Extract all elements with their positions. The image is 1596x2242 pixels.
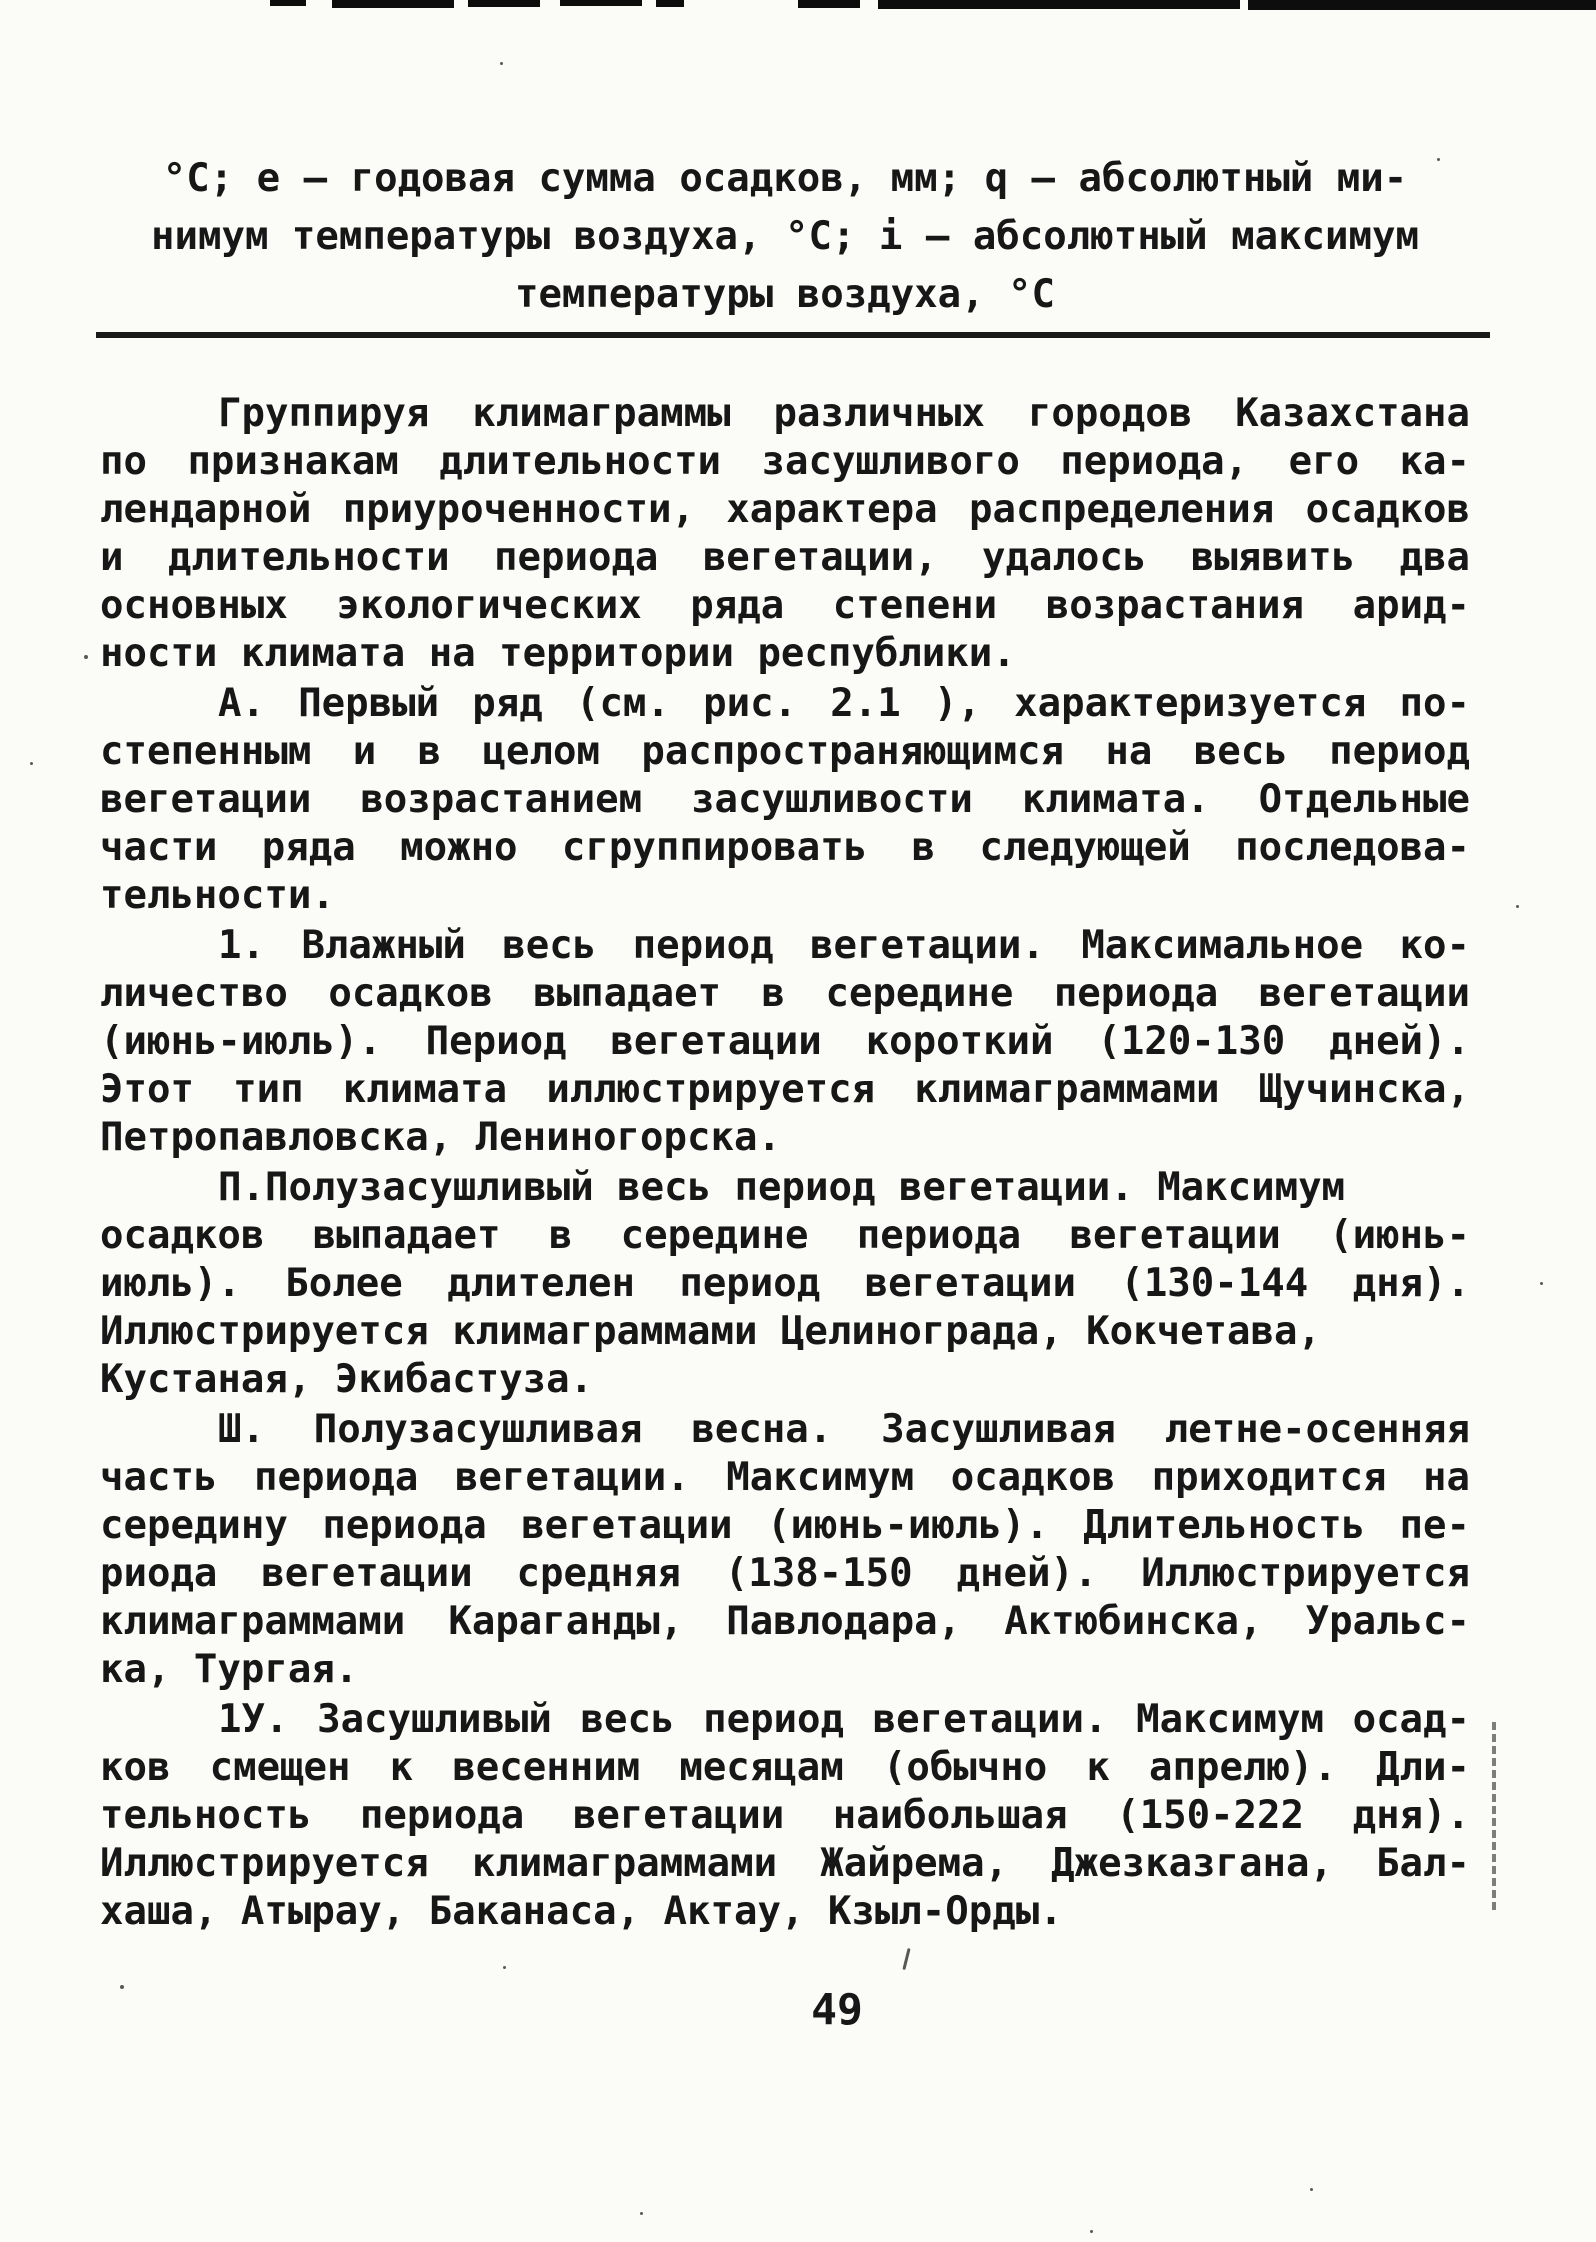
scan-noise-dot (84, 655, 88, 659)
text-line: климаграммами Караганды, Павлодара, Актюбинска, Уральс- (100, 1599, 1470, 1644)
page-body (100, 390, 1470, 1936)
caption-line: температуры воздуха, °С (514, 272, 1056, 317)
text-line: Ш. Полузасушливая весна. Засушливая летне-осенняя (218, 1407, 1470, 1452)
text-line: вегетации возрастанием засушливости климата. Отдельные (100, 777, 1470, 822)
text-line: ка, Тургая. (100, 1647, 359, 1692)
text-line: Группируя климаграммы различных городов Казахстана (218, 391, 1470, 436)
text-line: Иллюстрируется климаграммами Целинограда, Кокчетава, (100, 1309, 1321, 1354)
text-line: тельности. (100, 873, 335, 918)
text-line: 1. Влажный весь период вегетации. Максимальное ко- (218, 923, 1470, 968)
scan-noise-dot (30, 762, 33, 765)
text-line: Кустаная, Экибастуза. (100, 1357, 594, 1402)
scan-artifact-segment (1248, 0, 1596, 10)
text-line: части ряда можно сгруппировать в следующей последова- (100, 825, 1470, 870)
scan-noise-dot (1516, 905, 1519, 908)
caption-line: нимум температуры воздуха, °С; i – абсолютный максимум (151, 214, 1419, 259)
paragraph-type-1 (100, 922, 1470, 1162)
scan-artifact-dashed-line (1492, 1722, 1496, 1910)
paragraph-series-a (100, 680, 1470, 920)
text-line: осадков выпадает в середине периода вегетации (июнь- (100, 1213, 1470, 1258)
text-line: часть периода вегетации. Максимум осадков приходится на (100, 1455, 1470, 1500)
text-line: и длительности периода вегетации, удалось выявить два (100, 535, 1470, 580)
scan-artifact-segment (878, 0, 1240, 9)
paragraph-type-4 (100, 1696, 1470, 1936)
scan-noise-mark (902, 1948, 910, 1970)
scan-noise-dot (1437, 158, 1440, 161)
text-line: Иллюстрируется климаграммами Жайрема, Джезказгана, Бал- (100, 1841, 1470, 1886)
scan-noise-dot (500, 62, 503, 65)
text-line: (июнь-июль). Период вегетации короткий (120-130 дней). (100, 1019, 1470, 1064)
figure-caption (100, 150, 1470, 324)
text-line: личество осадков выпадает в середине периода вегетации (100, 971, 1470, 1016)
scan-artifact-segment (656, 0, 684, 7)
scan-artifact-segment (798, 0, 860, 8)
text-line: лендарной приуроченности, характера распределения осадков (100, 487, 1470, 532)
text-line: П.Полузасушливый весь период вегетации. Максимум (218, 1165, 1346, 1210)
text-line: 1У. Засушливый весь период вегетации. Максимум осад- (218, 1697, 1470, 1742)
scan-artifact-segment (560, 0, 642, 6)
scan-noise-dot (120, 1985, 124, 1989)
scan-noise-dot (1090, 2230, 1093, 2233)
text-line: июль). Более длителен период вегетации (130-144 дня). (100, 1261, 1470, 1306)
text-line: середину периода вегетации (июнь-июль). Длительность пе- (100, 1503, 1470, 1548)
paragraph-type-3 (100, 1406, 1470, 1694)
text-line: А. Первый ряд (см. рис. 2.1 ), характеризуется по- (218, 681, 1470, 726)
text-line: по признакам длительности засушливого периода, его ка- (100, 439, 1470, 484)
paragraph-intro (100, 390, 1470, 678)
text-line: ности климата на территории республики. (100, 631, 1016, 676)
horizontal-rule (96, 332, 1490, 338)
text-line: Этот тип климата иллюстрируется климаграммами Щучинска, (100, 1067, 1470, 1112)
text-line: риода вегетации средняя (138-150 дней). Иллюстрируется (100, 1551, 1470, 1596)
page-number: 49 (811, 1985, 863, 2035)
caption-line: °С; е – годовая сумма осадков, мм; q – абсолютный ми- (162, 156, 1408, 201)
text-line: Петропавловска, Лениногорска. (100, 1115, 781, 1160)
paragraph-type-2 (100, 1164, 1470, 1404)
text-line: тельность периода вегетации наибольшая (150-222 дня). (100, 1793, 1470, 1838)
scan-artifact-segment (332, 0, 454, 8)
text-line: степенным и в целом распространяющимся на весь период (100, 729, 1470, 774)
scan-artifact-segment (468, 0, 540, 7)
text-line: ков смещен к весенним месяцам (обычно к апрелю). Дли- (100, 1745, 1470, 1790)
text-line: хаша, Атырау, Баканаса, Актау, Кзыл-Орды. (100, 1889, 1063, 1934)
text-line: основных экологических ряда степени возрастания арид- (100, 583, 1470, 628)
scan-noise-dot (1540, 1282, 1543, 1285)
scan-noise-dot (640, 2212, 643, 2215)
scan-artifact-segment (270, 0, 306, 6)
scan-noise-dot (1310, 2188, 1313, 2191)
scan-noise-dot (503, 1966, 506, 1969)
